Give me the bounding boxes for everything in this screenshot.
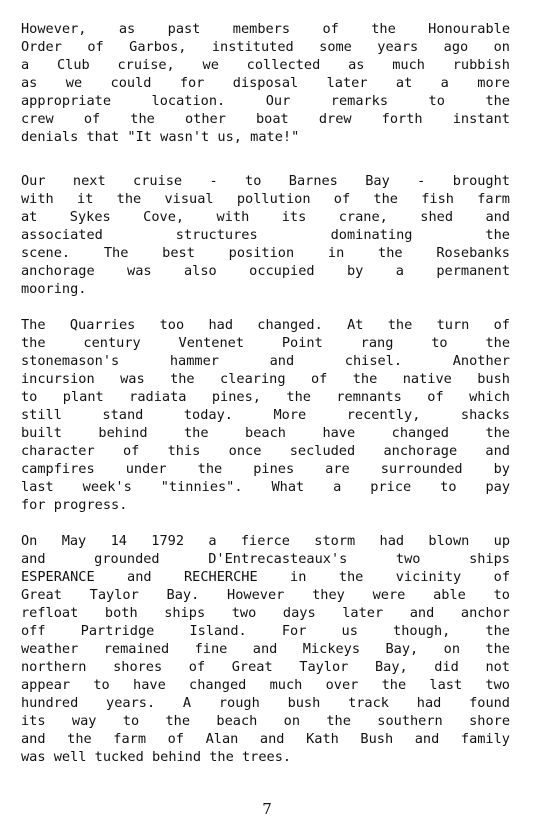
text-line: to plant radiata pines, the remnants of which [21, 389, 510, 405]
text-line: still stand today. More recently, shacks [21, 407, 510, 423]
text-line: and the farm of Alan and Kath Bush and family [21, 731, 510, 747]
text-line: built behind the beach have changed the [21, 425, 510, 441]
text-line: associated structures dominating the [21, 227, 510, 243]
text-line: Order of Garbos, instituted some years ago on [21, 39, 510, 55]
text-line: scene. The best position in the Rosebanks [21, 245, 510, 261]
text-line: stonemason's hammer and chisel. Another [21, 353, 510, 369]
text-line: ESPERANCE and RECHERCHE in the vicinity of [21, 569, 510, 585]
text-line: was well tucked behind the trees. [21, 749, 292, 765]
text-line: refloat both ships two days later and anchor [21, 605, 510, 621]
text-line: weather remained fine and Mickeys Bay, on the [21, 641, 510, 657]
text-line: last week's "tinnies". What a price to pay [21, 479, 510, 495]
paragraph-barnes-bay [21, 172, 510, 298]
text-line: for progress. [21, 497, 128, 513]
paragraph-quarries [21, 316, 510, 514]
text-line: a Club cruise, we collected as much rubbish [21, 57, 510, 73]
text-line: denials that "It wasn't us, mate!" [21, 129, 300, 145]
text-line: northern shores of Great Taylor Bay, did not [21, 659, 510, 675]
paragraph-garbos [21, 20, 510, 146]
text-line: appear to have changed much over the last two [21, 677, 510, 693]
text-line: anchorage was also occupied by a permanent [21, 263, 510, 279]
paragraph-storm-1792 [21, 532, 510, 766]
text-line: mooring. [21, 281, 87, 297]
text-line: and grounded D'Entrecasteaux's two ships [21, 551, 510, 567]
text-line: with it the visual pollution of the fish farm [21, 191, 510, 207]
text-line: On May 14 1792 a fierce storm had blown up [21, 533, 510, 549]
text-line: appropriate location. Our remarks to the [21, 93, 510, 109]
text-line: at Sykes Cove, with its crane, shed and [21, 209, 510, 225]
text-line: The Quarries too had changed. At the turn of [21, 317, 510, 333]
text-line: off Partridge Island. For us though, the [21, 623, 510, 639]
text-line: Great Taylor Bay. However they were able to [21, 587, 510, 603]
text-line: incursion was the clearing of the native bush [21, 371, 510, 387]
text-line: crew of the other boat drew forth instant [21, 111, 510, 127]
text-line: the century Ventenet Point rang to the [21, 335, 510, 351]
text-line: Our next cruise - to Barnes Bay - brought [21, 173, 510, 189]
page-number: 7 [262, 800, 272, 818]
text-line: campfires under the pines are surrounded by [21, 461, 510, 477]
text-line: character of this once secluded anchorage and [21, 443, 510, 459]
text-line: However, as past members of the Honourable [21, 21, 510, 37]
text-line: as we could for disposal later at a more [21, 75, 510, 91]
text-line: its way to the beach on the southern shore [21, 713, 510, 729]
text-line: hundred years. A rough bush track had found [21, 695, 510, 711]
